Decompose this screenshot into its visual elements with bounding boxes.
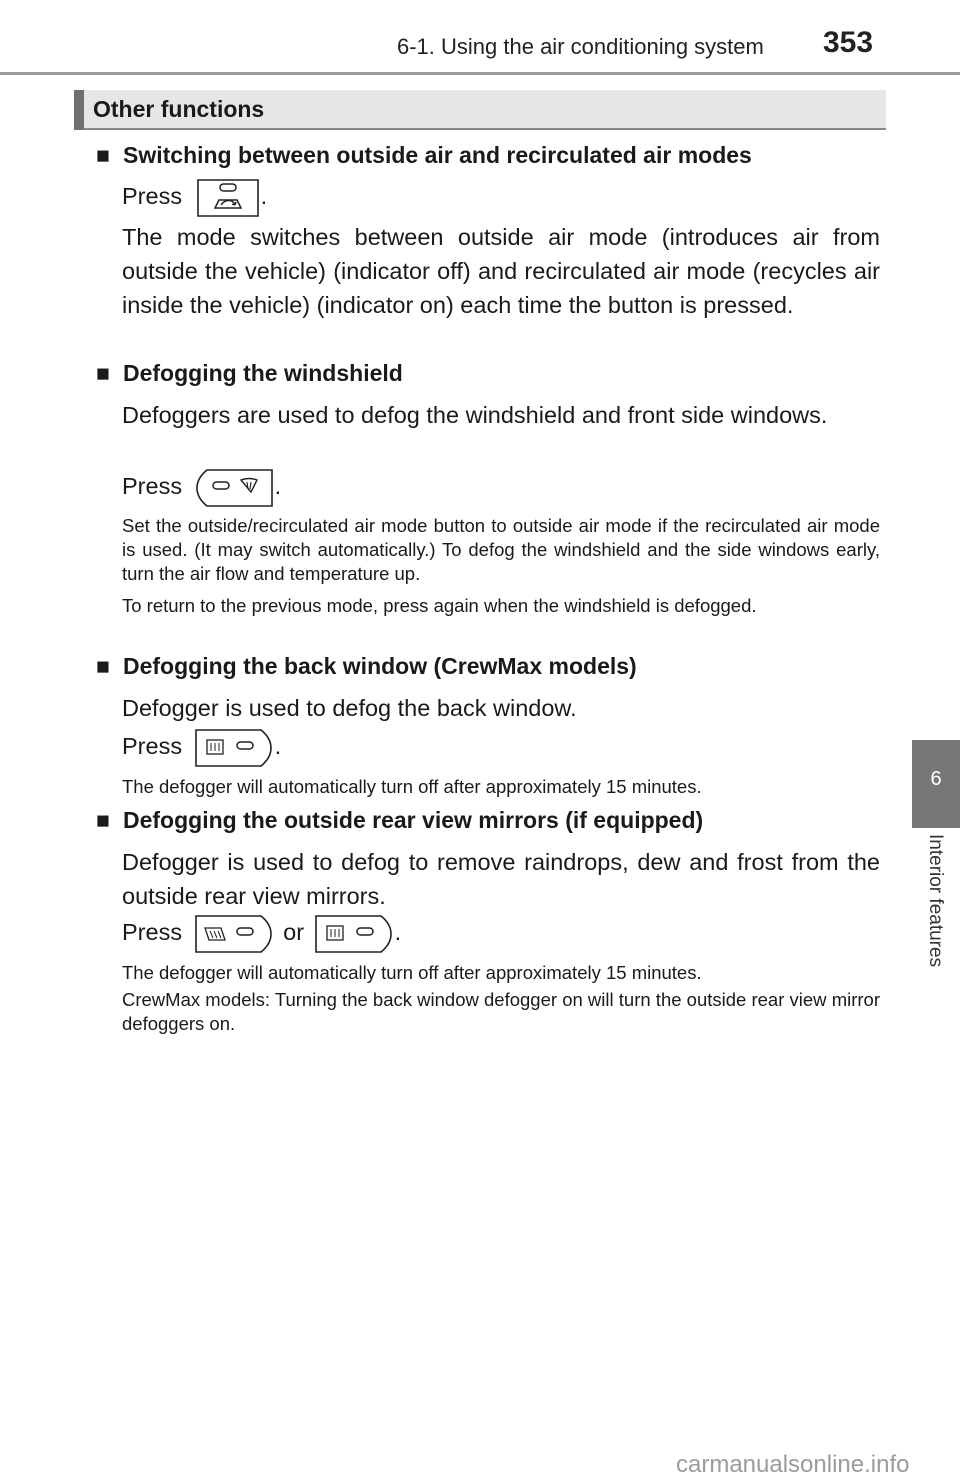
rear-window-defogger-button[interactable] <box>313 914 395 954</box>
bullet-square: ■ <box>96 807 110 833</box>
press-period: . <box>274 473 282 500</box>
chapter-title: 6-1. Using the air conditioning system <box>397 34 764 59</box>
item-body-windshield: Defoggers are used to defog the windshield and front side windows. <box>122 402 828 428</box>
item-heading-windshield <box>96 360 403 387</box>
recirculate-air-icon <box>195 178 261 218</box>
chapter-tab-number: 6 <box>930 768 942 790</box>
item-heading-text: Defogging the back window (CrewMax models) <box>123 653 637 679</box>
mirror-defogger-icon <box>193 914 275 954</box>
item-heading-mirrors <box>96 807 703 834</box>
section-header-accent <box>74 90 84 130</box>
press-line-back-window <box>122 728 281 768</box>
press-line-recirculate <box>122 178 267 218</box>
windshield-defogger-icon <box>193 468 275 508</box>
item-heading-text: Switching between outside air and recirculated air modes <box>123 142 752 168</box>
press-label: Press <box>122 183 183 210</box>
page-number: 353 <box>823 26 874 59</box>
press-label: Press <box>122 473 183 500</box>
item-body-mirrors: Defogger is used to defog to remove raindrops, dew and frost from the outside rear view mirrors. <box>122 849 880 909</box>
item-heading-recirculate <box>96 142 752 169</box>
rear-window-defogger-button[interactable] <box>193 728 275 768</box>
recirculate-air-button[interactable] <box>195 178 261 218</box>
press-label: Press <box>122 733 183 760</box>
item-heading-text: Defogging the outside rear view mirrors (if equipped) <box>123 807 704 833</box>
press-label: Press <box>122 919 183 946</box>
item-heading-back-window <box>96 653 637 680</box>
press-line-mirrors <box>122 914 401 954</box>
press-period: . <box>274 733 282 760</box>
windshield-defogger-button[interactable] <box>193 468 275 508</box>
mirror-defogger-button[interactable] <box>193 914 275 954</box>
watermark: carmanualsonline.info <box>676 1451 910 1478</box>
item-note-windshield: Set the outside/recirculated air mode button to outside air mode if the recirculated air mode is used. (It may switch automatically.) To defog the windshield and the side windows early, turn the air flow and temperature up. <box>122 515 880 584</box>
or-label: or <box>283 919 305 946</box>
item-body-back-window: Defogger is used to defog the back window. <box>122 695 577 721</box>
item-note2-windshield: To return to the previous mode, press again when the windshield is defogged. <box>122 595 757 616</box>
header-rule <box>0 72 960 75</box>
item-note-mirrors: The defogger will automatically turn off after approximately 15 minutes. <box>122 962 702 983</box>
section-header <box>74 90 886 130</box>
rear-window-defogger-icon <box>313 914 395 954</box>
press-period: . <box>260 183 268 210</box>
rear-window-defogger-icon <box>193 728 275 768</box>
section-title: Other functions <box>93 96 265 122</box>
item-heading-text: Defogging the windshield <box>123 360 403 386</box>
item-note2-mirrors: CrewMax models: Turning the back window defogger on will turn the outside rear view mirror defoggers on. <box>122 989 880 1034</box>
bullet-square: ■ <box>96 142 110 168</box>
chapter-tab-label: Interior features <box>925 834 946 968</box>
bullet-square: ■ <box>96 653 110 679</box>
press-line-windshield <box>122 468 281 508</box>
bullet-square: ■ <box>96 360 110 386</box>
press-period: . <box>394 919 402 946</box>
item-body-recirculate: The mode switches between outside air mode (introduces air from outside the vehicle) (indicator off) and recirculated air mode (recycles air inside the vehicle) (indicator on) each time the button is pressed. <box>122 224 880 318</box>
item-note-back-window: The defogger will automatically turn off after approximately 15 minutes. <box>122 776 702 797</box>
chapter-tab-label-area <box>912 828 960 1014</box>
